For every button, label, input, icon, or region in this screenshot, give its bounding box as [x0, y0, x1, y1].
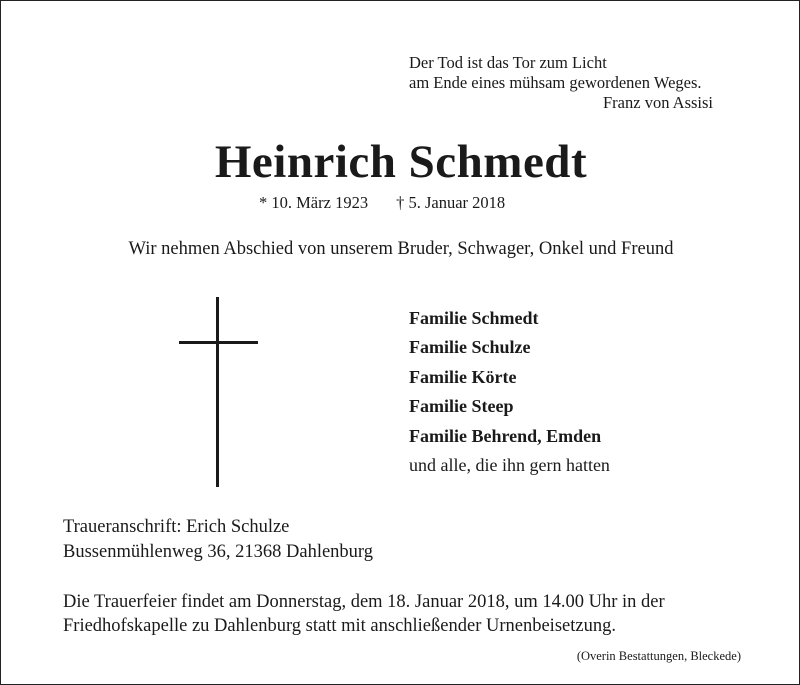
address-line: Bussenmühlenweg 36, 21368 Dahlenburg [63, 542, 374, 562]
closing-line: und alle, die ihn gern hatten [409, 455, 610, 476]
ceremony-line: Friedhofskapelle zu Dahlenburg statt mit anschließender Urnenbeisetzung. [63, 616, 616, 636]
life-dates [259, 193, 505, 213]
mourners-list [409, 304, 610, 480]
quote-block [409, 53, 713, 113]
farewell-text: Wir nehmen Abschied von unserem Bruder, Schwager, Onkel und Freund [128, 239, 674, 259]
family-item: Familie Steep [409, 396, 514, 417]
family-item: Familie Körte [409, 366, 517, 387]
undertaker-credit: (Overin Bestattungen, Bleckede) [576, 649, 741, 663]
family-item: Familie Schmedt [409, 308, 539, 328]
quote-author: Franz von Assisi [603, 93, 714, 112]
deceased-name: Heinrich Schmedt [214, 136, 588, 188]
cross-icon [179, 297, 259, 487]
birth-date: * 10. März 1923 [259, 193, 369, 212]
family-item: Familie Schulze [409, 337, 531, 358]
quote-line: am Ende eines mühsam gewordenen Weges. [409, 73, 702, 92]
death-date: † 5. Januar 2018 [396, 193, 506, 212]
ceremony-info [63, 590, 665, 638]
quote-line: Der Tod ist das Tor zum Licht [409, 53, 607, 72]
mourning-address [63, 515, 373, 565]
family-item: Familie Behrend, Emden [409, 425, 602, 446]
ceremony-line: Die Trauerfeier findet am Donnerstag, dem 18. Januar 2018, um 14.00 Uhr in der [63, 592, 665, 612]
address-line: Traueranschrift: Erich Schulze [63, 517, 290, 537]
